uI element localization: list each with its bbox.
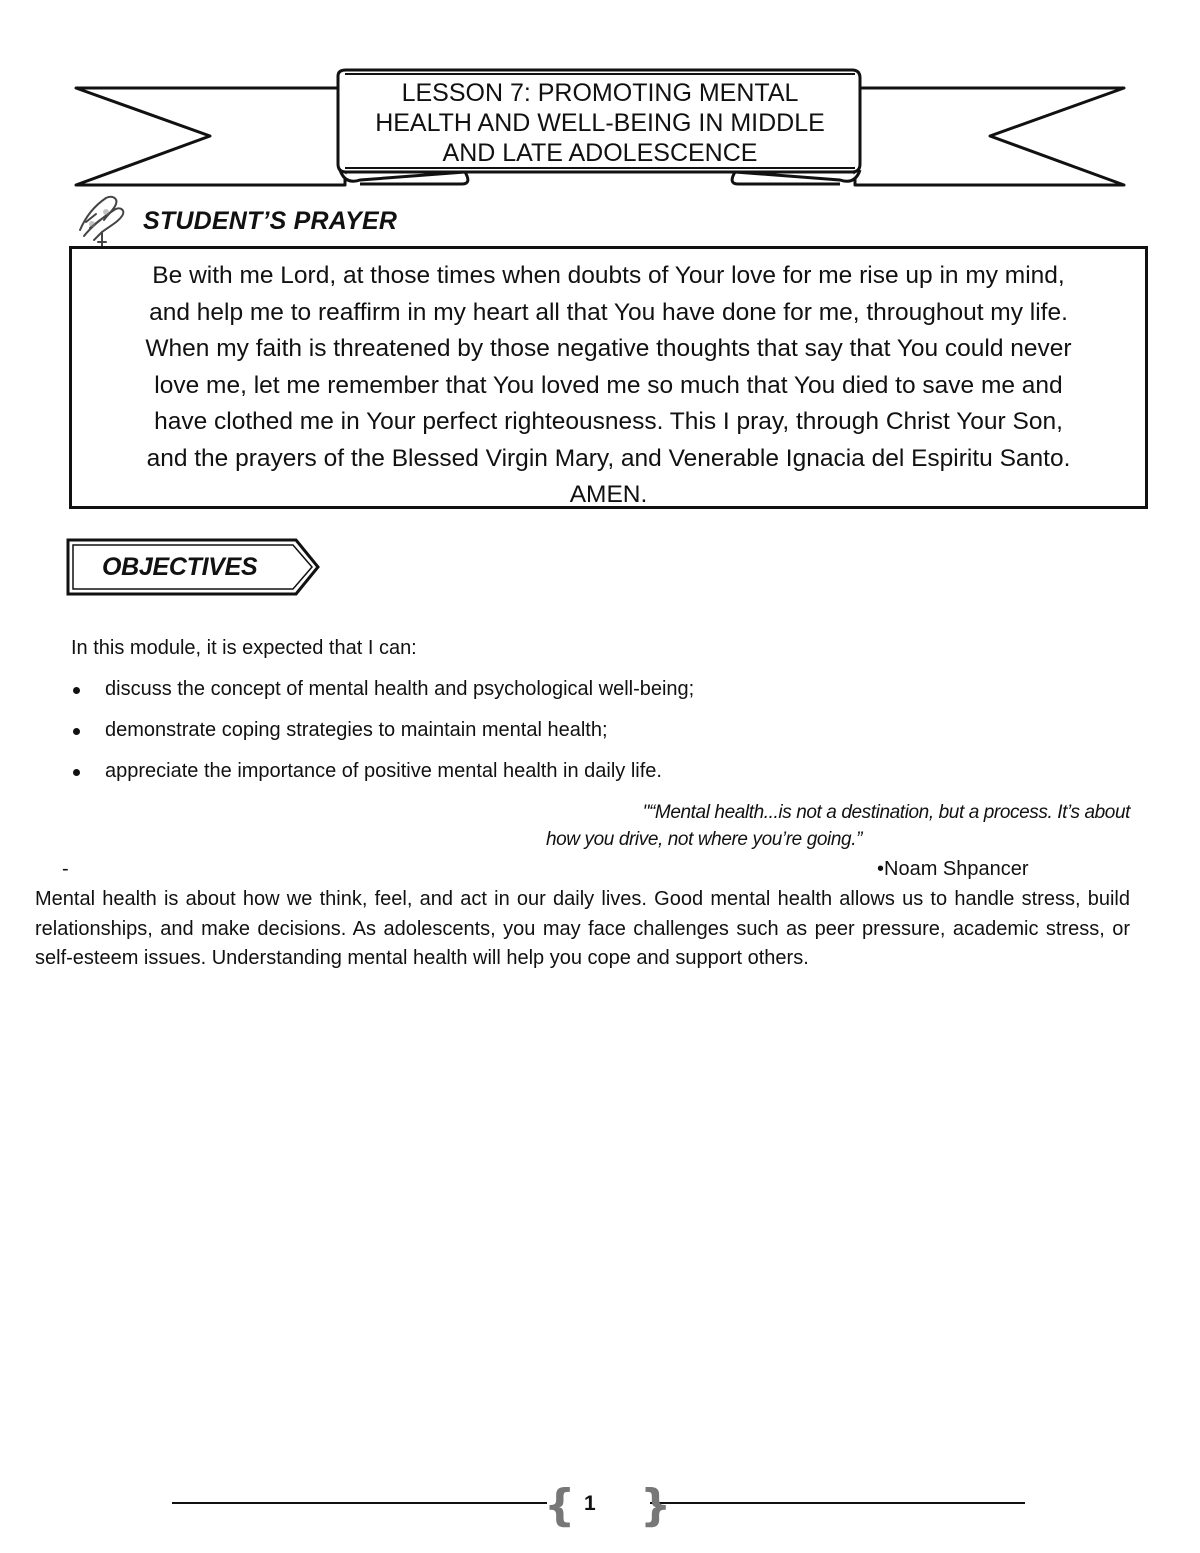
- prayer-line: and help me to reaffirm in my heart all that You have done for me, throughout my life.: [149, 298, 1068, 326]
- lesson-title-line-3: AND LATE ADOLESCENCE: [442, 139, 758, 167]
- page-number: 1: [584, 1492, 596, 1515]
- prayer-box: [69, 246, 1148, 509]
- list-item: appreciate the importance of positive mental health in daily life.: [71, 760, 694, 801]
- objectives-list: [71, 678, 694, 801]
- left-brace-icon: {: [544, 1480, 576, 1531]
- bullet-icon: [73, 769, 80, 776]
- bullet-icon: [73, 687, 80, 694]
- quote-dash: -: [62, 858, 69, 880]
- lesson-title-line-1: LESSON 7: PROMOTING MENTAL: [401, 79, 799, 107]
- quote-author: •Noam Shpancer: [877, 858, 1029, 880]
- prayer-line: and the prayers of the Blessed Virgin Mary, and Venerable Ignacia del Espiritu Santo.: [146, 444, 1071, 472]
- quote-line-2: how you drive, not where you’re going.”: [545, 829, 862, 850]
- lesson-title-line-2: HEALTH AND WELL-BEING IN MIDDLE: [375, 109, 825, 137]
- quote: [430, 799, 1130, 853]
- prayer-line: love me, let me remember that You loved me so much that You died to save me and: [154, 371, 1063, 399]
- right-brace-icon: }: [640, 1480, 672, 1531]
- list-item: demonstrate coping strategies to maintain mental health;: [71, 719, 694, 760]
- body-paragraph: Mental health is about how we think, feel, and act in our daily lives. Good mental health allows us to handle stress, build relationships, and make decisions. As adolescents, you may face challenges such as peer pressure, academic stress, or self-esteem issues. Understanding mental health will help you cope and support others.: [35, 888, 1130, 969]
- prayer-line: AMEN.: [569, 481, 648, 508]
- objectives-intro: In this module, it is expected that I can:: [71, 637, 417, 659]
- praying-hands-icon: [72, 192, 134, 248]
- prayer-line: Be with me Lord, at those times when doubts of Your love for me rise up in my mind,: [152, 262, 1065, 289]
- prayer-heading: STUDENT’S PRAYER: [143, 207, 398, 235]
- objectives-label: OBJECTIVES: [102, 553, 258, 581]
- lesson-title: [340, 78, 860, 168]
- prayer-line: When my faith is threatened by those negative thoughts that say that You could never: [145, 335, 1072, 362]
- bullet-icon: [73, 728, 80, 735]
- footer-rule-left: [172, 1502, 547, 1504]
- list-item: discuss the concept of mental health and psychological well-being;: [71, 678, 694, 719]
- quote-line-1: "“Mental health...is not a destination, but a process. It’s about: [642, 802, 1130, 823]
- prayer-line: have clothed me in Your perfect righteousness. This I pray, through Christ Your Son,: [154, 408, 1063, 435]
- footer-rule-right: [650, 1502, 1025, 1504]
